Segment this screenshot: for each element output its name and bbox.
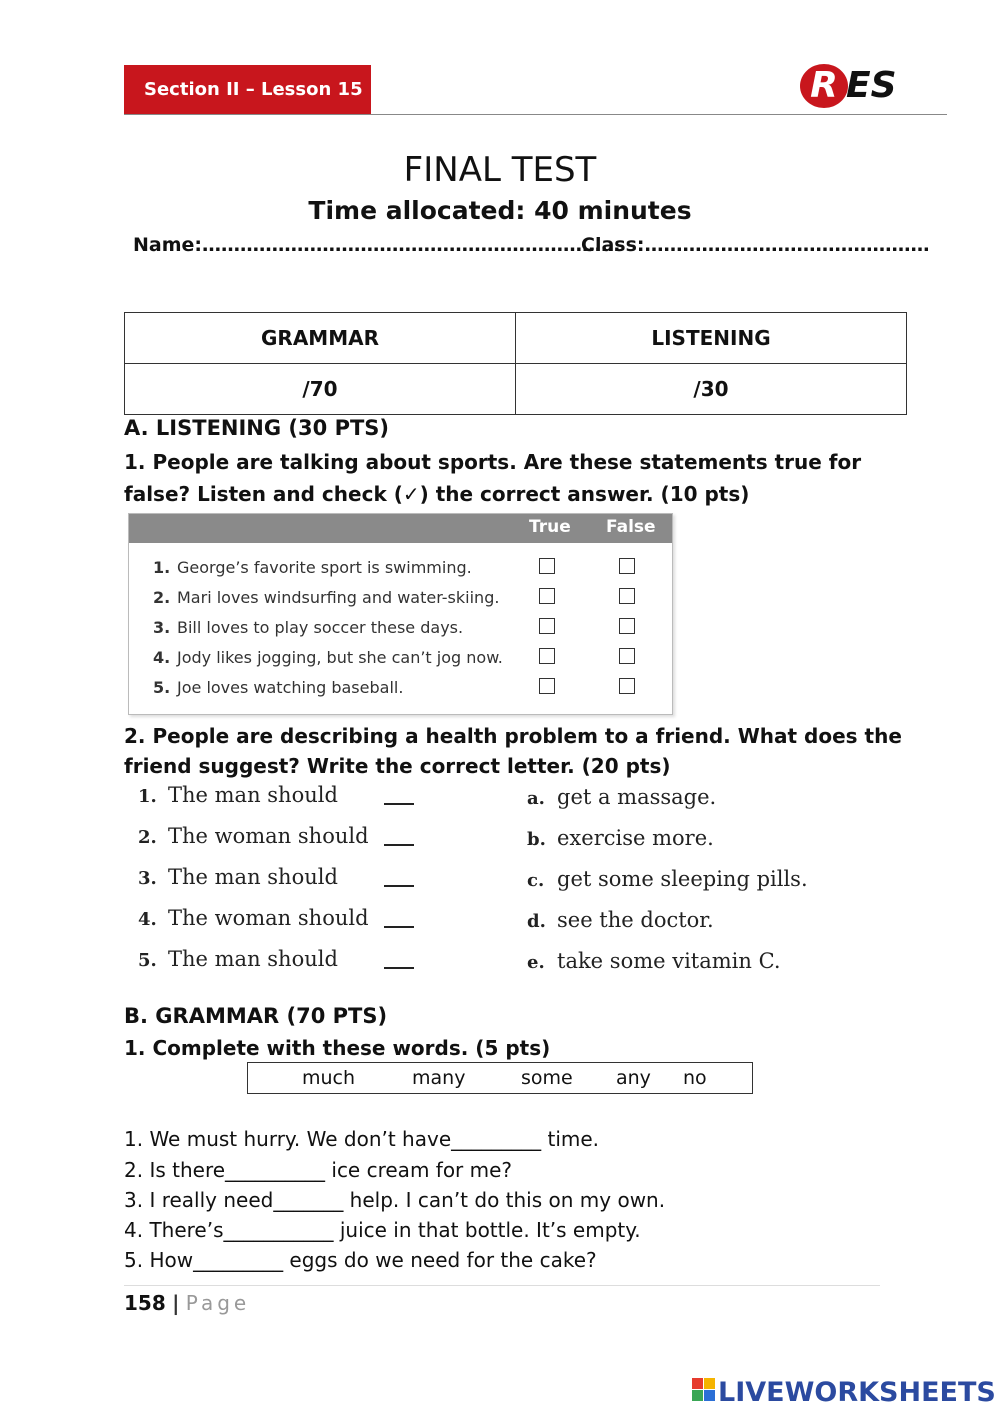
match-right-text: see the doctor.: [557, 908, 714, 932]
score-header-listening: LISTENING: [516, 313, 907, 364]
match-right-item: [527, 826, 714, 850]
match-left-number: 3.: [138, 868, 157, 889]
word-bank-item: much: [302, 1067, 356, 1089]
statement-row: [153, 618, 463, 637]
sentence-5[interactable]: 5. How_________ eggs do we need for the cake?: [124, 1248, 597, 1272]
statement-row: [153, 588, 499, 607]
listening-q1-line2: false? Listen and check (✓) the correct answer. (10 pts): [124, 482, 750, 506]
match-left-text: The man should: [168, 865, 338, 889]
score-header-grammar: GRAMMAR: [125, 313, 516, 364]
statement-number: 1.: [153, 558, 171, 577]
match-left-text: The man should: [168, 783, 338, 807]
match-right-item: [527, 785, 716, 809]
match-right-text: take some vitamin C.: [557, 949, 781, 973]
match-left-item: [138, 865, 338, 889]
match-left-item: [138, 947, 338, 971]
footer-separator: |: [172, 1291, 180, 1315]
grammar-q1: 1. Complete with these words. (5 pts): [124, 1036, 551, 1060]
match-left-number: 5.: [138, 950, 157, 971]
match-right-letter: a.: [527, 788, 545, 809]
match-left-number: 4.: [138, 909, 157, 930]
statement-text: Bill loves to play soccer these days.: [177, 618, 464, 637]
section-b-title: B. GRAMMAR (70 PTS): [124, 1004, 388, 1028]
match-right-text: exercise more.: [557, 826, 714, 850]
match-left-number: 1.: [138, 786, 157, 807]
match-right-item: [527, 867, 808, 891]
listening-q2-line1: 2. People are describing a health problem to a friend. What does the: [124, 724, 902, 748]
footer-divider: [124, 1285, 880, 1286]
match-right-letter: d.: [527, 911, 546, 932]
match-left-text: The woman should: [168, 906, 369, 930]
statement-text: Joe loves watching baseball.: [177, 678, 404, 697]
word-bank-item: no: [683, 1067, 707, 1089]
match-left-item: [138, 824, 369, 848]
match-right-text: get a massage.: [557, 785, 717, 809]
statement-text: George’s favorite sport is swimming.: [177, 558, 472, 577]
res-logo: [800, 64, 930, 112]
word-bank: [247, 1062, 753, 1094]
name-field[interactable]: Name:…………………………………………………………: [133, 234, 621, 256]
score-grammar: /70: [125, 364, 516, 415]
word-bank-item: any: [616, 1067, 651, 1089]
statement-number: 4.: [153, 648, 171, 667]
answer-blank-1[interactable]: [384, 803, 414, 805]
word-bank-item: some: [521, 1067, 573, 1089]
match-right-letter: c.: [527, 870, 545, 891]
score-listening: /30: [516, 364, 907, 415]
match-right-text: get some sleeping pills.: [557, 867, 808, 891]
match-left-item: [138, 906, 369, 930]
statement-row: [153, 558, 472, 577]
true-checkbox-1[interactable]: [539, 558, 555, 574]
false-checkbox-2[interactable]: [619, 588, 635, 604]
match-left-text: The woman should: [168, 824, 369, 848]
match-right-letter: b.: [527, 829, 546, 850]
answer-blank-2[interactable]: [384, 844, 414, 846]
answer-blank-4[interactable]: [384, 926, 414, 928]
statement-row: [153, 648, 503, 667]
sentence-1[interactable]: 1. We must hurry. We don’t have_________ time.: [124, 1127, 600, 1151]
logo-r: R: [800, 64, 848, 108]
answer-blank-5[interactable]: [384, 967, 414, 969]
false-checkbox-5[interactable]: [619, 678, 635, 694]
match-right-item: [527, 908, 714, 932]
match-left-item: [138, 783, 338, 807]
match-left-text: The man should: [168, 947, 338, 971]
score-table: [124, 312, 907, 415]
liveworksheets-watermark: LIVEWORKSHEETS: [718, 1377, 996, 1408]
true-false-box: [128, 513, 673, 715]
statement-number: 5.: [153, 678, 171, 697]
sentence-2[interactable]: 2. Is there__________ ice cream for me?: [124, 1158, 513, 1182]
false-checkbox-3[interactable]: [619, 618, 635, 634]
statement-number: 2.: [153, 588, 171, 607]
listening-q1-line1: 1. People are talking about sports. Are these statements true for: [124, 450, 862, 474]
true-checkbox-3[interactable]: [539, 618, 555, 634]
statement-text: Jody likes jogging, but she can’t jog now.: [177, 648, 503, 667]
statement-text: Mari loves windsurfing and water-skiing.: [177, 588, 500, 607]
true-checkbox-5[interactable]: [539, 678, 555, 694]
match-right-letter: e.: [527, 952, 545, 973]
class-field[interactable]: Class:………………………………………: [581, 234, 930, 256]
sentence-4[interactable]: 4. There’s___________ juice in that bottle. It’s empty.: [124, 1218, 641, 1242]
false-checkbox-1[interactable]: [619, 558, 635, 574]
col-false: False: [606, 517, 656, 537]
logo-es: ES: [846, 65, 897, 106]
sentence-3[interactable]: 3. I really need_______ help. I can’t do this on my own.: [124, 1188, 666, 1212]
true-false-header: [129, 514, 672, 543]
time-allocated: Time allocated: 40 minutes: [308, 196, 692, 225]
header-divider: [124, 114, 947, 115]
statement-row: [153, 678, 403, 697]
page-footer: [124, 1291, 250, 1315]
page-number: 158: [124, 1291, 166, 1315]
statement-number: 3.: [153, 618, 171, 637]
false-checkbox-4[interactable]: [619, 648, 635, 664]
answer-blank-3[interactable]: [384, 885, 414, 887]
listening-q2-line2: friend suggest? Write the correct letter. (20 pts): [124, 754, 671, 778]
page-title: FINAL TEST: [403, 150, 597, 190]
liveworksheets-icon: [692, 1378, 716, 1402]
page-label: Page: [185, 1291, 251, 1315]
section-a-title: A. LISTENING (30 PTS): [124, 416, 390, 440]
section-label: Section II – Lesson 15: [124, 65, 371, 115]
true-checkbox-2[interactable]: [539, 588, 555, 604]
match-left-number: 2.: [138, 827, 157, 848]
match-right-item: [527, 949, 781, 973]
col-true: True: [529, 517, 571, 537]
word-bank-item: many: [412, 1067, 466, 1089]
true-checkbox-4[interactable]: [539, 648, 555, 664]
